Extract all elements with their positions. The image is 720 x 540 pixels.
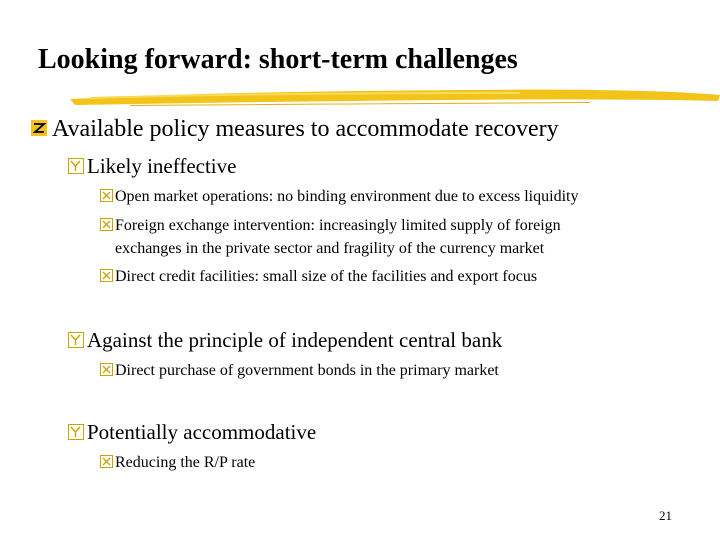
slide-title: Looking forward: short-term challenges xyxy=(38,44,518,75)
bullet-text: Available policy measures to accommodate recovery xyxy=(52,116,559,142)
page-number: 21 xyxy=(659,508,672,523)
bullet-text: Open market operations: no binding environment due to excess liquidity xyxy=(115,188,579,205)
scroll-bullet-icon xyxy=(30,119,48,137)
check-bullet-icon xyxy=(68,158,84,174)
bullet-text: Potentially accommodative xyxy=(87,420,317,444)
bullet-open-market xyxy=(100,188,578,206)
bullet-direct-credit xyxy=(100,268,537,286)
x-bullet-icon xyxy=(100,455,113,468)
bullet-fx-intervention xyxy=(100,217,561,235)
bullet-text: exchanges in the private sector and fragility of the currency market xyxy=(115,240,545,257)
bullet-fx-continuation xyxy=(115,240,544,258)
title-underline-brush xyxy=(70,84,720,110)
bullet-potentially-accommodative xyxy=(68,420,316,445)
bullet-text: Likely ineffective xyxy=(87,154,237,178)
bullet-text: Foreign exchange intervention: increasingly limited supply of foreign xyxy=(115,217,561,234)
x-bullet-icon xyxy=(100,269,113,282)
bullet-against-principle xyxy=(68,328,502,353)
bullet-text: Against the principle of independent central bank xyxy=(87,328,503,352)
check-bullet-icon xyxy=(68,332,84,348)
bullet-text: Direct purchase of government bonds in the primary market xyxy=(115,362,499,379)
bullet-direct-purchase xyxy=(100,362,499,380)
x-bullet-icon xyxy=(100,363,113,376)
bullet-available-measures xyxy=(30,116,559,143)
bullet-rp-rate xyxy=(100,454,255,472)
bullet-text: Direct credit facilities: small size of the facilities and export focus xyxy=(115,268,538,285)
check-bullet-icon xyxy=(68,424,84,440)
bullet-likely-ineffective xyxy=(68,154,236,179)
x-bullet-icon xyxy=(100,218,113,231)
bullet-text: Reducing the R/P rate xyxy=(115,454,256,471)
x-bullet-icon xyxy=(100,189,113,202)
